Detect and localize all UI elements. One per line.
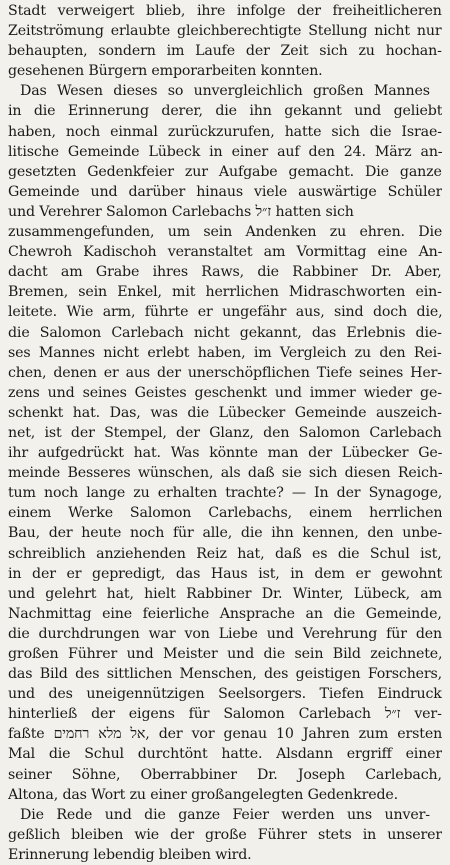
text-line: gesehenen Bürgern emporarbeiten konnten. — [8, 63, 323, 80]
text-line: ses Mannes nicht erlebt haben, im Vergleich zu den Rei- — [8, 344, 442, 361]
text-line: das Bild des sittlichen Menschen, des geistigen Forschers, — [8, 666, 442, 683]
text-line: leitete. Wie arm, führte er ungefähr aus, sind doch die, — [8, 304, 442, 321]
text-line: ihr aufgedrückt hat. Was könnte man der Lübecker Ge- — [8, 445, 442, 462]
text-line: in der er gepredigt, das Haus ist, in dem er gewohnt — [8, 565, 442, 582]
text-line: die Salomon Carlebach nicht gekannt, das Erlebnis die- — [8, 324, 442, 341]
text-line: geßlich bleiben wie der große Führer stets in unserer — [8, 826, 442, 843]
text-line: faßte אל מלא רחמים, der vor genau 10 Jahren zum ersten — [8, 726, 442, 743]
text-line: zusammengefunden, um sein Andenken zu ehren. Die — [8, 224, 442, 241]
text-line: Zeitströmung erlaubte gleichberechtigte Stellung nicht nur — [8, 23, 442, 40]
text-line: Bau, der heute noch für alle, die ihn kennen, den unbe- — [8, 525, 442, 542]
article-paragraph — [8, 81, 442, 804]
text-line: und des uneigennützigen Seelsorgers. Tiefen Eindruck — [8, 686, 442, 703]
text-line: Nachmittag eine feierliche Ansprache an die Gemeinde, — [8, 605, 442, 622]
text-line: litische Gemeinde Lübeck in einer auf den 24. März an- — [8, 143, 442, 160]
text-line: net, ist der Stempel, der Glanz, den Salomon Carlebach — [8, 424, 442, 441]
text-line: einem Werke Salomon Carlebachs, einem herrlichen — [8, 505, 442, 522]
text-line: tum noch lange zu erhalten trachte? — In der Synagoge, — [8, 485, 442, 502]
article-paragraph — [8, 805, 442, 865]
text-line: und Verehrer Salomon Carlebachs ז״ל hatten sich — [8, 203, 354, 220]
text-line: dacht am Grabe ihres Raws, die Rabbiner Dr. Aber, — [8, 264, 442, 281]
text-line: zens und seines Geistes geschenkt und immer wieder ge- — [8, 384, 442, 401]
text-line: Altona, das Wort zu einer großangelegten Gedenkrede. — [8, 786, 399, 803]
text-line: gesetzten Gedenkfeier zur Aufgabe gemacht. Die ganze — [8, 163, 442, 180]
text-line: Bremen, sein Enkel, mit herrlichen Midraschworten ein- — [8, 284, 442, 301]
text-line: Chewroh Kadischoh veranstaltet am Vormittag eine An- — [8, 244, 442, 261]
text-line: Gemeinde und darüber hinaus viele auswärtige Schüler — [8, 183, 442, 200]
article-paragraph — [8, 1, 442, 81]
article-body — [8, 1, 442, 865]
text-line: chen, denen er aus der unerschöpflichen Tiefe seines Her- — [8, 364, 442, 381]
text-line: großen Führer und Meister und die sein Bild zeichnete, — [8, 646, 442, 662]
text-line: behaupten, sondern im Laufe der Zeit sich zu hochan- — [8, 43, 442, 60]
text-line: schreiblich anziehenden Reiz hat, daß es die Schul ist, — [8, 545, 442, 562]
text-line: Erinnerung lebendig bleiben wird. — [8, 846, 252, 863]
text-line: und gelehrt hat, hielt Rabbiner Dr. Winter, Lübeck, am — [8, 585, 442, 602]
text-line: hinterließ der eigens für Salomon Carlebach ז״ל ver- — [8, 706, 442, 723]
text-line: die durchdrungen war von Liebe und Verehrung für den — [8, 625, 442, 642]
text-line: Das Wesen dieses so unvergleichlich großen Mannes — [20, 83, 430, 100]
text-line: Mal die Schul durchtönt hatte. Alsdann ergriff einer — [8, 746, 442, 763]
text-line: schenkt hat. Das, was die Lübecker Gemeinde auszeich- — [8, 404, 442, 421]
text-line: haben, noch einmal zurückzurufen, hatte sich die Israe- — [8, 123, 442, 140]
text-line: seiner Söhne, Oberrabbiner Dr. Joseph Carlebach, — [8, 766, 442, 783]
text-line: Die Rede und die ganze Feier werden uns unver- — [20, 806, 430, 823]
text-line: in die Erinnerung derer, die ihn gekannt und geliebt — [8, 103, 442, 120]
text-line: Stadt verweigert blieb, ihre infolge der freiheitlicheren — [8, 3, 442, 19]
text-line: meinde Besseres wünschen, als daß sie sich diesen Reich- — [8, 465, 442, 482]
